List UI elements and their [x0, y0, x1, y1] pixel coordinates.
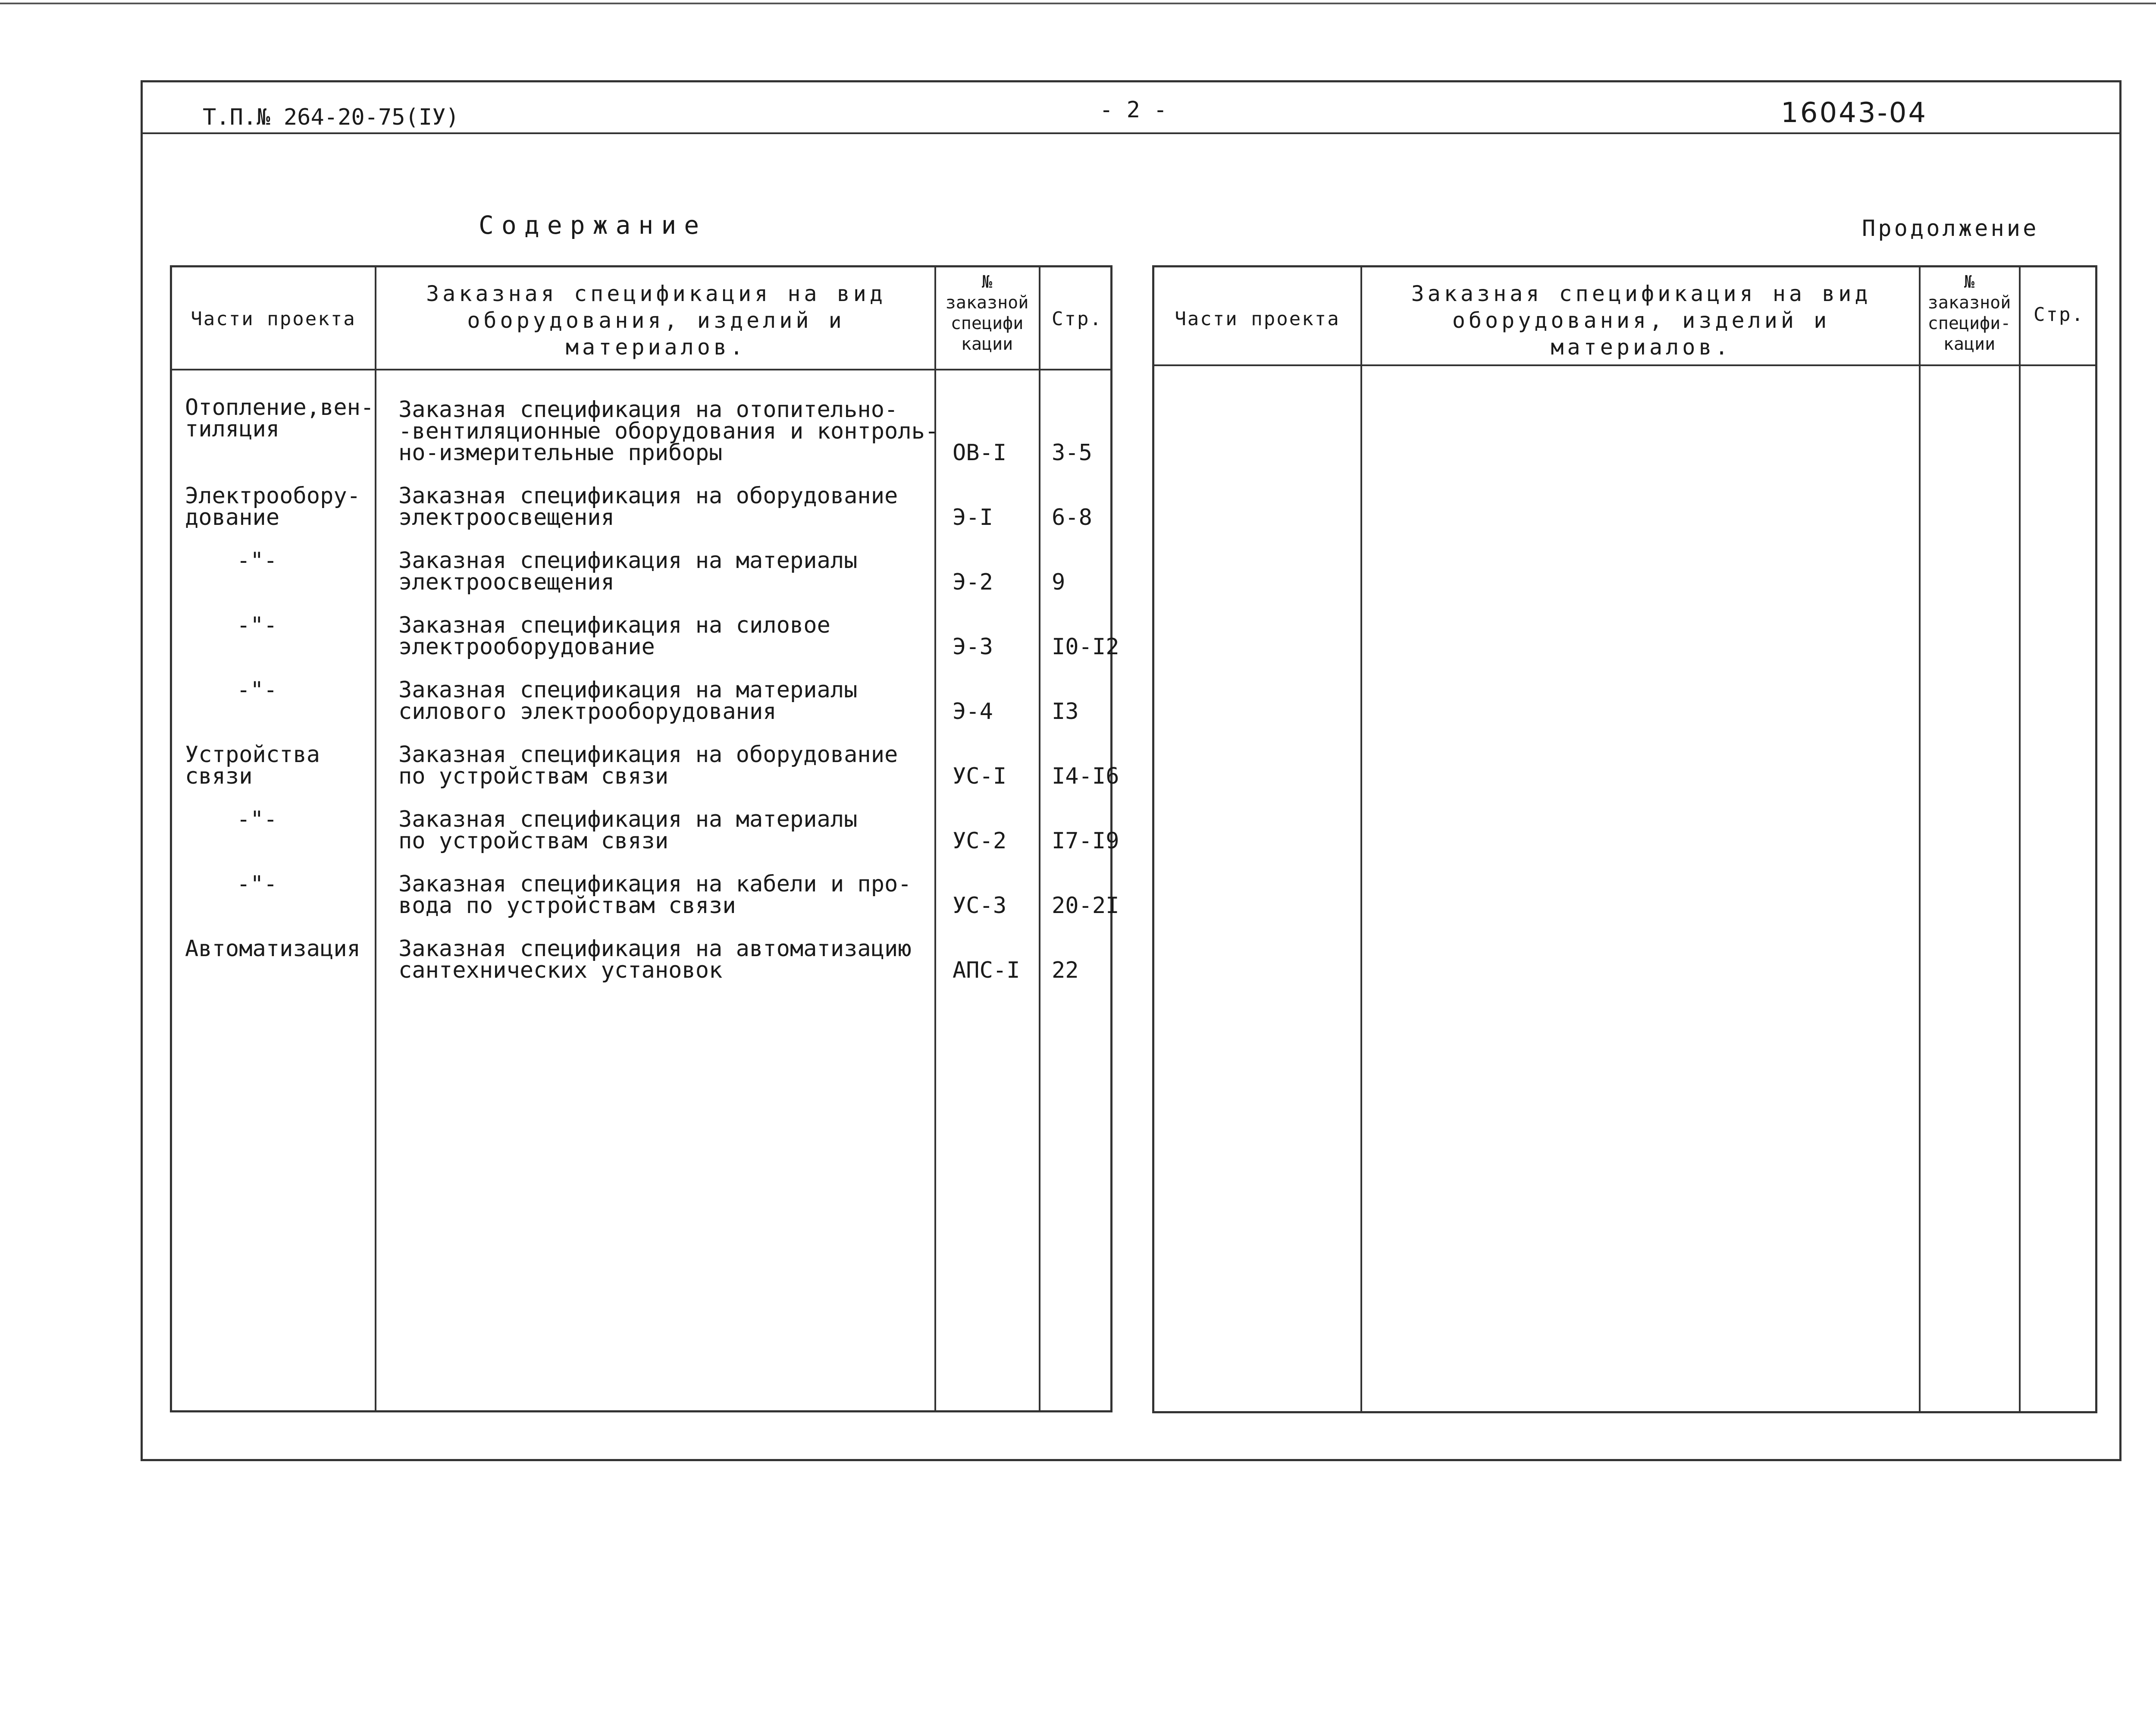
row-code: АПС-I	[953, 957, 1020, 983]
row-code: УС-3	[953, 893, 1007, 919]
row-code: УС-I	[953, 763, 1007, 789]
row-page: I3	[1052, 699, 1079, 725]
page-number: - 2 -	[1100, 97, 1167, 123]
row-code: Э-3	[953, 634, 993, 660]
row-code: Э-I	[953, 505, 993, 530]
column-header-number: № заказной специфи- кации	[1927, 272, 2011, 354]
row-description: Заказная спецификация на силовое электрооборудование	[398, 612, 830, 660]
doc-reference: Т.П.№ 264-20-75(IУ)	[203, 104, 459, 130]
continuation-table	[1152, 265, 2097, 1413]
row-page: I7-I9	[1052, 828, 1119, 854]
row-code: Э-2	[953, 569, 993, 595]
row-description: Заказная спецификация на оборудование электроосвещения	[398, 483, 898, 530]
row-part: -"-	[237, 806, 277, 832]
column-header-page: Стр.	[1052, 308, 1103, 330]
row-page: 3-5	[1052, 440, 1092, 466]
row-description: Заказная спецификация на материалы силового электрооборудования	[398, 677, 858, 725]
row-page: I0-I2	[1052, 634, 1119, 660]
row-code: ОВ-I	[953, 440, 1007, 466]
column-header-spec: Заказная спецификация на вид оборудования, изделий и материалов.	[1411, 281, 1871, 360]
row-part: Электрообору- дование	[185, 483, 360, 530]
row-part: Отопление,вен- тиляция	[185, 395, 374, 442]
row-page: 20-2I	[1052, 893, 1119, 919]
row-description: Заказная спецификация на материалы по устройствам связи	[398, 806, 858, 854]
row-description: Заказная спецификация на кабели и про- вода по устройствам связи	[398, 871, 912, 919]
header-rule	[141, 132, 2122, 134]
row-page: 9	[1052, 569, 1065, 595]
column-header-page: Стр.	[2034, 304, 2084, 326]
row-description: Заказная спецификация на автоматизацию сантехнических установок	[398, 936, 912, 983]
contents-table	[170, 265, 1119, 1412]
column-header-number: № заказной специфи кации	[945, 272, 1029, 354]
top-rule	[0, 3, 2156, 4]
contents-heading: Содержание	[479, 210, 707, 240]
row-code: УС-2	[953, 828, 1007, 854]
column-header-part: Части проекта	[191, 308, 356, 330]
album-number: 16043-04	[1781, 97, 1928, 129]
row-part: -"-	[237, 677, 277, 703]
row-part: Устройства связи	[185, 742, 320, 789]
row-part: -"-	[237, 612, 277, 638]
continuation-heading: Продолжение	[1862, 216, 2039, 242]
row-part: -"-	[237, 548, 277, 574]
row-part: -"-	[237, 871, 277, 897]
column-header-spec: Заказная спецификация на вид оборудования, изделий и материалов.	[426, 281, 886, 360]
row-code: Э-4	[953, 699, 993, 725]
row-page: 22	[1052, 957, 1079, 983]
column-header-part: Части проекта	[1175, 308, 1340, 330]
row-description: Заказная спецификация на материалы электроосвещения	[398, 548, 858, 595]
row-page: I4-I6	[1052, 763, 1119, 789]
row-description: Заказная спецификация на отопительно- -вентиляционные оборудования и контроль- но-измерительные приборы	[398, 397, 939, 466]
row-description: Заказная спецификация на оборудование по устройствам связи	[398, 742, 898, 789]
row-page: 6-8	[1052, 505, 1092, 530]
row-part: Автоматизация	[185, 936, 360, 962]
